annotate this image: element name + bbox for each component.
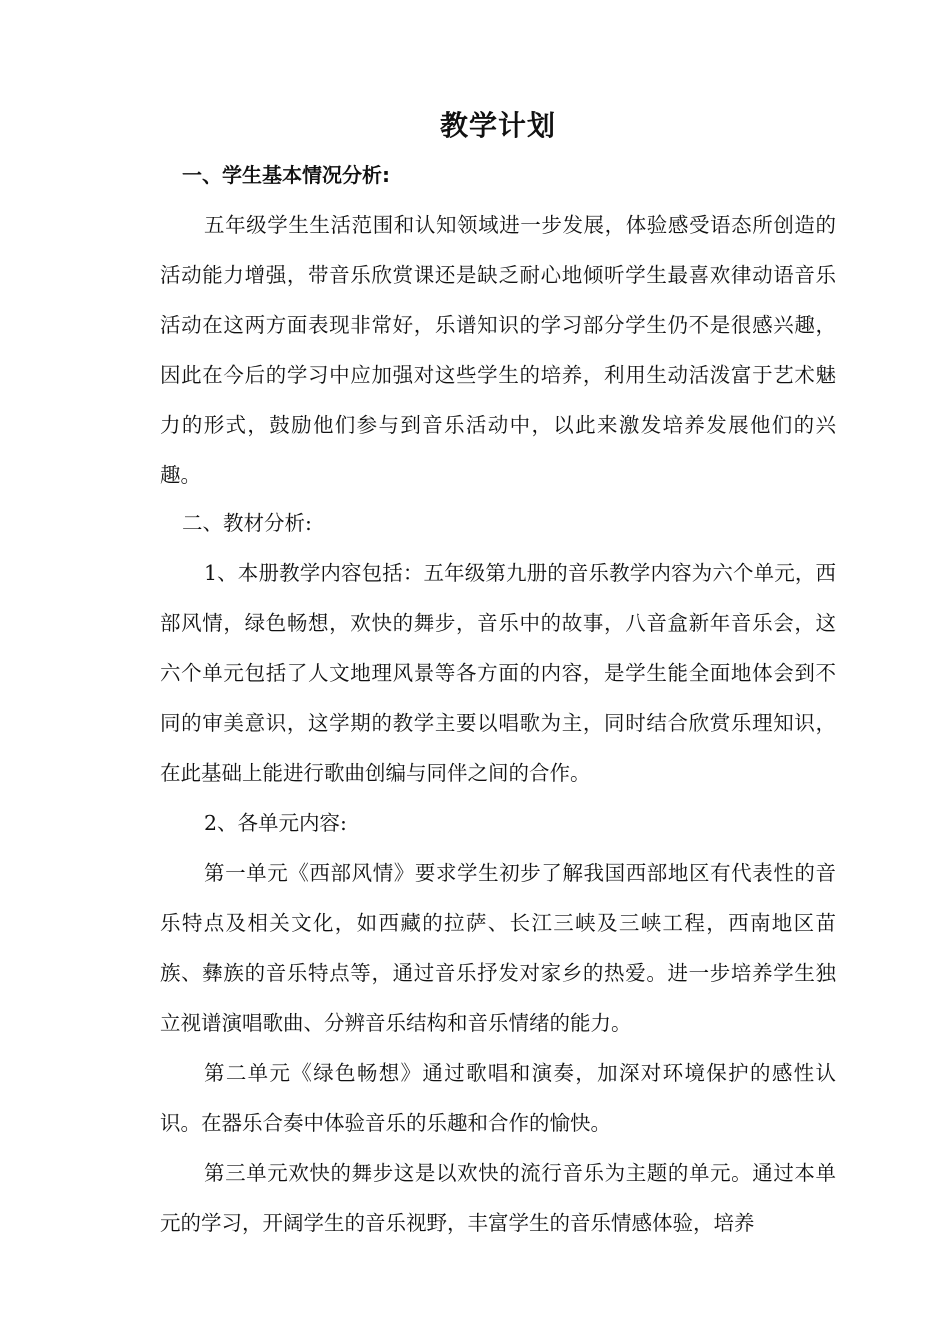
section-heading-textbook-analysis: 二、教材分析:: [182, 511, 312, 535]
document-title: 教学计划: [439, 109, 556, 142]
subheading-unit-contents: 2、各单元内容:: [204, 811, 347, 835]
paragraph-content-overview: 1、本册教学内容包括：五年级第九册的音乐教学内容为六个单元，西部风情，绿色畅想，欢快的舞步，音乐中的故事，八音盒新年音乐会，这六个单元包括了人文地理风景等各方面的内容，是学生能全面地体会到不同的审美意识，这学期的教学主要以唱歌为主，同时结合欣赏乐理知识，在此基础上能进行歌曲创编与同伴之间的合作。: [160, 561, 836, 785]
paragraph-unit-2: 第二单元《绿色畅想》通过歌唱和演奏，加深对环境保护的感性认识。在器乐合奏中体验音乐的乐趣和合作的愉快。: [160, 1061, 836, 1135]
paragraph-unit-3: 第三单元欢快的舞步这是以欢快的流行音乐为主题的单元。通过本单元的学习，开阔学生的音乐视野，丰富学生的音乐情感体验，培养: [160, 1161, 836, 1235]
paragraph-student-analysis: 五年级学生生活范围和认知领域进一步发展，体验感受语态所创造的活动能力增强，带音乐欣赏课还是缺乏耐心地倾听学生最喜欢律动语音乐活动在这两方面表现非常好，乐谱知识的学习部分学生仍不是很感兴趣，因此在今后的学习中应加强对这些学生的培养，利用生动活泼富于艺术魅力的形式，鼓励他们参与到音乐活动中，以此来激发培养发展他们的兴趣。: [160, 213, 836, 487]
paragraph-unit-1: 第一单元《西部风情》要求学生初步了解我国西部地区有代表性的音乐特点及相关文化，如西藏的拉萨、长江三峡及三峡工程，西南地区苗族、彝族的音乐特点等，通过音乐抒发对家乡的热爱。进一步培养学生独立视谱演唱歌曲、分辨音乐结构和音乐情绪的能力。: [160, 861, 836, 1035]
section-heading-student-analysis: 一、学生基本情况分析:: [182, 163, 390, 187]
